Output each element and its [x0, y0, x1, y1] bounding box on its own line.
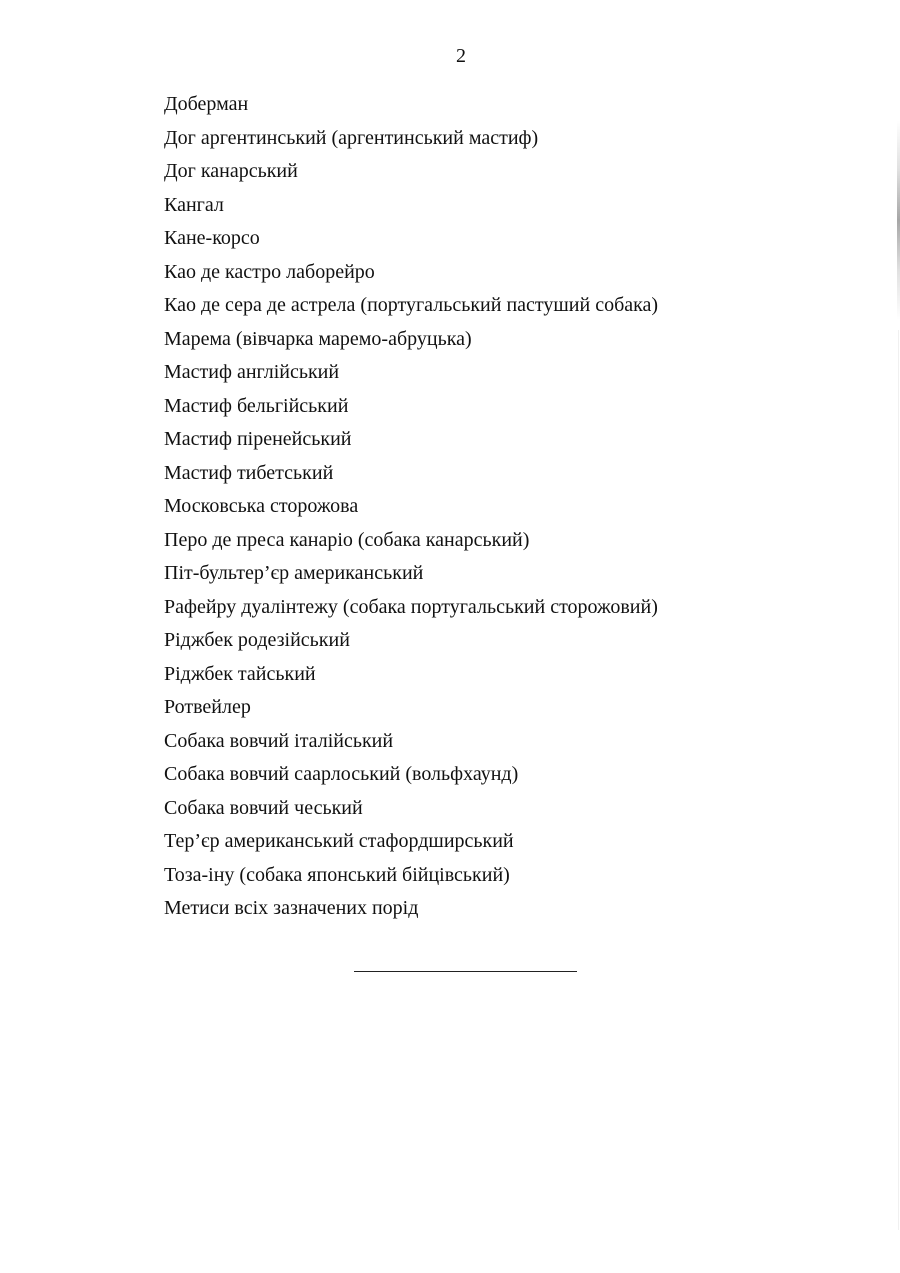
breed-list	[164, 88, 658, 926]
scan-edge-artifact-faint	[898, 330, 899, 1230]
list-item: Марема (вівчарка маремо-абруцька)	[164, 327, 472, 350]
list-item: Као де сера де астрела (португальський пастуший собака)	[164, 294, 659, 316]
list-item: Кангал	[164, 193, 224, 216]
list-item: Московська сторожова	[164, 495, 359, 517]
list-item: Ротвейлер	[164, 696, 251, 718]
list-item: Собака вовчий чеський	[164, 796, 363, 819]
list-item: Собака вовчий італійський	[164, 729, 394, 752]
list-item: Мастиф бельгійський	[164, 394, 349, 417]
list-item: Перо де преса канаріо (собака канарський)	[164, 528, 530, 551]
list-item: Піт-бультер’єр американський	[164, 562, 424, 584]
list-item: Као де кастро лаборейро	[164, 260, 375, 283]
list-item: Тоза-іну (собака японський бійцівський)	[164, 863, 510, 886]
list-item: Доберман	[164, 93, 249, 115]
list-item: Мастиф тибетський	[164, 461, 334, 484]
list-item: Кане-корсо	[164, 227, 260, 249]
list-item: Ріджбек родезійський	[164, 629, 350, 651]
list-item: Тер’єр американський стафордширський	[164, 830, 514, 852]
list-item: Мастиф англійський	[164, 361, 340, 383]
list-item: Мастиф піренейський	[164, 428, 352, 450]
end-of-list-divider	[354, 971, 577, 972]
list-item: Рафейру дуалінтежу (собака португальський сторожовий)	[164, 595, 658, 618]
list-item: Дог аргентинський (аргентинський мастиф)	[164, 126, 539, 149]
list-item: Собака вовчий саарлоський (вольфхаунд)	[164, 763, 519, 785]
list-item: Ріджбек тайський	[164, 662, 316, 685]
list-item: Дог канарський	[164, 160, 298, 182]
list-item: Метиси всіх зазначених порід	[164, 897, 419, 919]
page-number: 2	[456, 45, 466, 67]
